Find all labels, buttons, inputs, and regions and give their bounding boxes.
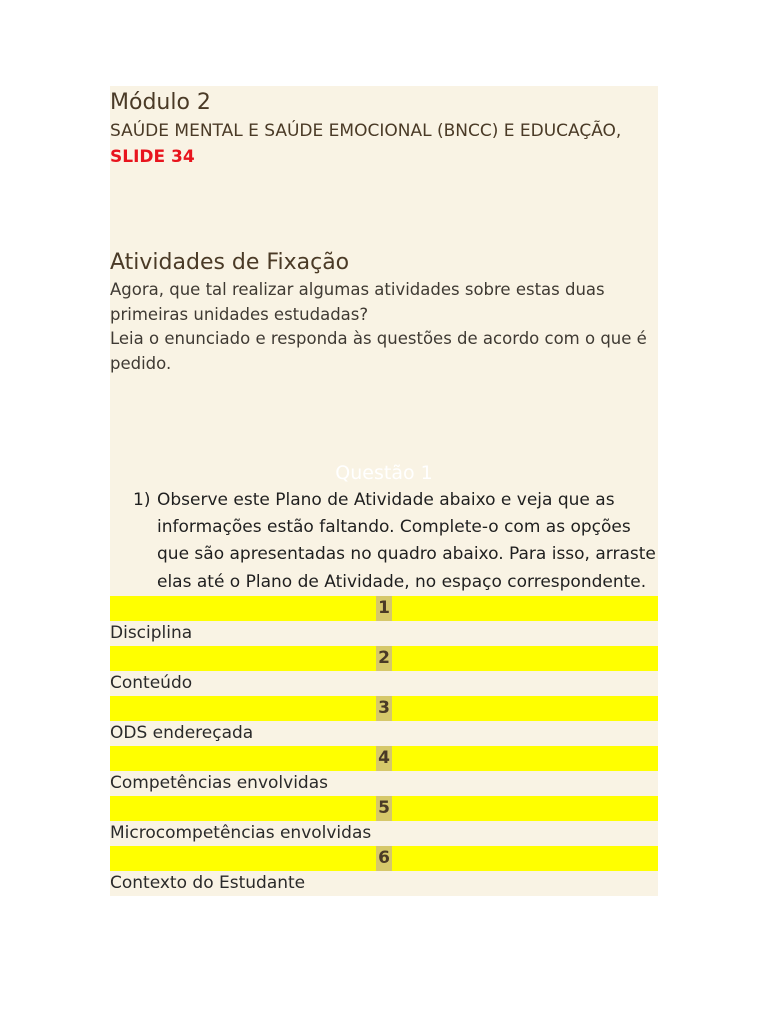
question-number: 1): [133, 490, 151, 510]
question-body: [133, 486, 658, 596]
plan-label-row[interactable]: Microcompetências envolvidas: [110, 821, 658, 846]
module-subtitle-text: SAÚDE MENTAL E SAÚDE EMOCIONAL (BNCC) E EDUCAÇÃO,: [110, 121, 622, 141]
plan-number: 5: [376, 796, 392, 821]
plan-number-row[interactable]: [110, 796, 658, 821]
plan-number: 2: [376, 646, 392, 671]
question-gutter: [110, 486, 133, 596]
plan-number-row[interactable]: [110, 846, 658, 871]
plan-number: 4: [376, 746, 392, 771]
plan-number-row[interactable]: [110, 696, 658, 721]
plan-label-row[interactable]: ODS endereçada: [110, 721, 658, 746]
activities-intro: Agora, que tal realizar algumas atividades sobre estas duas primeiras unidades estudadas?: [110, 280, 605, 324]
activities-title: Atividades de Fixação: [110, 250, 350, 275]
question-block: [110, 486, 658, 596]
plan-label-row[interactable]: Competências envolvidas: [110, 771, 658, 796]
activity-plan-table: [110, 596, 658, 896]
activities-instruction: Leia o enunciado e responda às questões de acordo com o que é pedido.: [110, 329, 647, 373]
slide-reference: SLIDE 34: [110, 147, 195, 167]
plan-number-row[interactable]: [110, 746, 658, 771]
plan-number-row[interactable]: [110, 596, 658, 621]
plan-number: 3: [376, 696, 392, 721]
plan-number-row[interactable]: [110, 646, 658, 671]
plan-label-row[interactable]: Disciplina: [110, 621, 658, 646]
document-page: [110, 86, 658, 896]
plan-label-row[interactable]: Contexto do Estudante: [110, 871, 658, 896]
question-heading: Questão 1: [335, 462, 433, 484]
module-title: Módulo 2: [110, 90, 211, 115]
question-text: Observe este Plano de Atividade abaixo e veja que as informações estão faltando. Complete-o com as opções que são apresentadas no quadro abaixo. Para isso, arraste elas até o Plano de Atividade, no espaço correspondente.: [157, 490, 656, 592]
plan-number: 1: [376, 596, 392, 621]
module-subtitle: [110, 118, 658, 170]
plan-label-row[interactable]: Conteúdo: [110, 671, 658, 696]
plan-number: 6: [376, 846, 392, 871]
